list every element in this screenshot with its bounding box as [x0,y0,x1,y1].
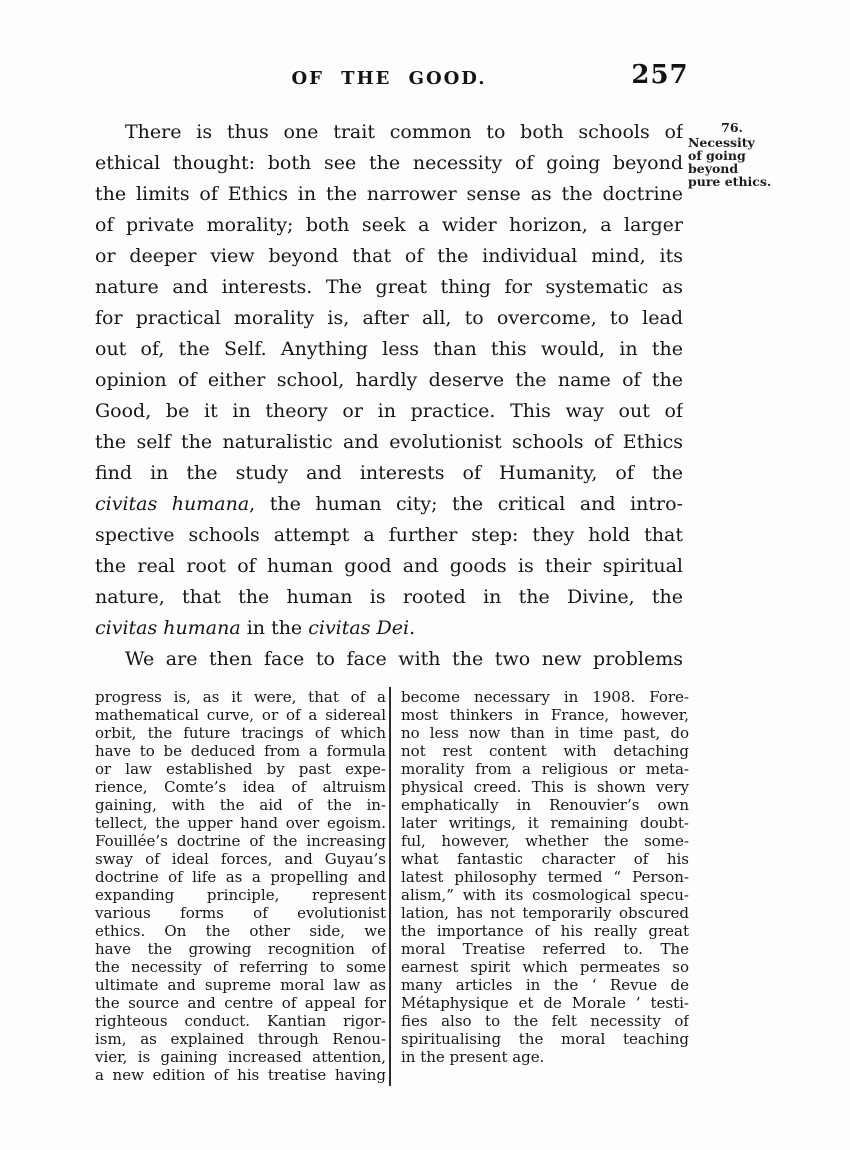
text-line: emphatically in Renouvier’s own [401,796,689,814]
margin-note-line: Necessity [688,135,755,150]
text-line: lation, has not temporarily obscured [401,904,689,922]
text-line: in the present age. [401,1048,545,1066]
text-line: Fouillée’s doctrine of the increasing [95,832,386,850]
text-line: Good, be it in theory or in practice. This way out of [95,400,683,422]
text-line: civitas humana, the human city; the critical and intro- [95,493,683,515]
margin-note-line: beyond [688,161,739,176]
text-line: earnest spirit which permeates so [401,958,689,976]
footnote-left-column [95,688,386,1084]
main-paragraph-text [95,117,683,675]
text-line: spective schools attempt a further step: they hold that [95,524,683,546]
text-line: ethical thought: both see the necessity of going beyond [95,152,683,174]
text-line: opinion of either school, hardly deserve the name of the [95,369,683,391]
text-line: ful, however, whether the some- [401,832,689,850]
text-line: progress is, as it were, that of a [95,688,386,706]
text-line: the importance of his really great [401,922,689,940]
text-line: fies also to the felt necessity of [401,1012,689,1030]
text-line: later writings, it remaining doubt- [401,814,689,832]
text-line: the real root of human good and goods is their spiritual [95,555,683,577]
text-line: spiritualising the moral teaching [401,1030,689,1048]
page-number: 257 [631,60,689,90]
footnote-column-divider [389,687,391,1086]
text-line: many articles in the ‘ Revue de [401,976,689,994]
text-line: morality from a religious or meta- [401,760,689,778]
text-line: mathematical curve, or of a sidereal [95,706,386,724]
margin-note [688,121,784,188]
text-line: sway of ideal forces, and Guyau’s [95,850,386,868]
text-line: rience, Comte’s idea of altruism [95,778,386,796]
text-line: a new edition of his treatise having [95,1066,386,1084]
text-line: the source and centre of appeal for [95,994,386,1012]
text-line: become necessary in 1908. Fore- [401,688,689,706]
margin-note-number: 76. [721,120,743,135]
running-head-title: OF THE GOOD. [291,68,487,89]
text-line: have the growing recognition of [95,940,386,958]
text-line: the self the naturalistic and evolutionist schools of Ethics [95,431,683,453]
text-line: alism,” with its cosmological specu- [401,886,689,904]
margin-note-line: pure ethics. [688,174,772,189]
text-line: gaining, with the aid of the in- [95,796,386,814]
text-line: righteous conduct. Kantian rigor- [95,1012,386,1030]
text-line: the limits of Ethics in the narrower sense as the doctrine [95,183,683,205]
text-line: Métaphysique et de Morale ’ testi- [401,994,689,1012]
text-line: ultimate and supreme moral law as [95,976,386,994]
text-line: expanding principle, represent [95,886,386,904]
text-line: tellect, the upper hand over egoism. [95,814,386,832]
text-line: nature, that the human is rooted in the Divine, the [95,586,683,608]
text-line: or deeper view beyond that of the individual mind, its [95,245,683,267]
text-line: out of, the Self. Anything less than this would, in the [95,338,683,360]
margin-note-line: of going [688,148,746,163]
text-line: orbit, the future tracings of which [95,724,386,742]
text-line: We are then face to face with the two new problems [125,648,683,670]
text-line: moral Treatise referred to. The [401,940,689,958]
text-line: There is thus one trait common to both schools of [125,121,683,143]
text-line: doctrine of life as a propelling and [95,868,386,886]
text-line: ethics. On the other side, we [95,922,386,940]
text-line: nature and interests. The great thing for systematic as [95,276,683,298]
text-line: various forms of evolutionist [95,904,386,922]
text-line: of private morality; both seek a wider horizon, a larger [95,214,683,236]
text-line: have to be deduced from a formula [95,742,386,760]
text-line: physical creed. This is shown very [401,778,689,796]
text-line: no less now than in time past, do [401,724,689,742]
text-line: or law established by past expe- [95,760,386,778]
text-line: the necessity of referring to some [95,958,386,976]
text-line: not rest content with detaching [401,742,689,760]
text-line: what fantastic character of his [401,850,689,868]
footnote-right-column [401,688,689,1066]
text-line: most thinkers in France, however, [401,706,689,724]
text-line: latest philosophy termed “ Person- [401,868,689,886]
text-line: vier, is gaining increased attention, [95,1048,386,1066]
text-line: ism, as explained through Renou- [95,1030,386,1048]
text-line: for practical morality is, after all, to overcome, to lead [95,307,683,329]
text-line: civitas humana in the civitas Dei. [95,617,416,639]
text-line: find in the study and interests of Humanity, of the [95,462,683,484]
